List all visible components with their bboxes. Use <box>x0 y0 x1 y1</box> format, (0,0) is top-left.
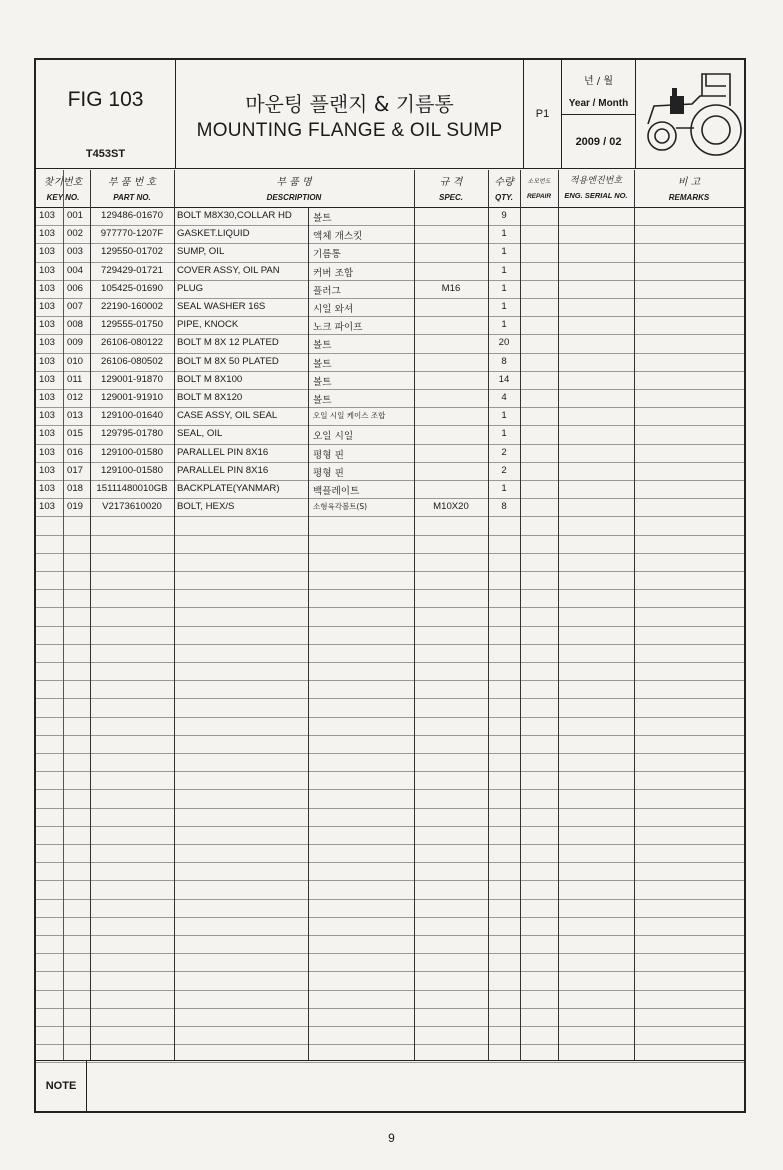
col-header-key: 찾기번호 KEY NO. <box>43 177 83 202</box>
divider <box>63 170 64 1060</box>
col-header-part: 부 품 번 호 PART NO. <box>107 177 157 202</box>
table-row <box>36 899 744 918</box>
table-row <box>36 316 744 335</box>
table-row <box>36 771 744 790</box>
cell-desc-ko: 볼트 <box>313 340 332 352</box>
cell-desc-en: SEAL WASHER 16S <box>177 301 266 312</box>
cell-part: 129100-01580 <box>101 464 163 476</box>
cell-desc-en: CASE ASSY, OIL SEAL <box>177 410 278 422</box>
cell-key: 010 <box>67 355 84 367</box>
table-row <box>36 262 744 281</box>
cell-fig: 103 <box>39 410 56 422</box>
table-row <box>36 462 744 481</box>
cell-fig: 103 <box>39 246 56 258</box>
cell-fig: 103 <box>39 210 56 221</box>
cell-fig: 103 <box>39 483 56 494</box>
cell-fig: 103 <box>39 373 56 385</box>
cell-key: 007 <box>67 301 84 312</box>
cell-key: 003 <box>67 246 84 258</box>
cell-part: 26106-080502 <box>101 355 163 367</box>
table-row <box>36 735 744 754</box>
parts-sheet <box>34 58 746 1113</box>
table-row <box>36 680 744 699</box>
divider <box>558 170 559 1060</box>
cell-qty: 1 <box>501 319 507 331</box>
cell-desc-en: BACKPLATE(YANMAR) <box>177 483 280 494</box>
cell-key: 009 <box>67 337 84 349</box>
cell-desc-en: BOLT M 8X 12 PLATED <box>177 337 279 349</box>
divider <box>414 170 415 1060</box>
table-row <box>36 808 744 827</box>
cell-key: 001 <box>67 210 84 221</box>
divider <box>174 170 175 1060</box>
divider <box>520 170 521 1060</box>
table-row <box>36 553 744 572</box>
table-row <box>36 1026 744 1045</box>
cell-key: 018 <box>67 483 84 494</box>
cell-fig: 103 <box>39 355 56 367</box>
cell-qty: 1 <box>501 246 507 258</box>
col-header-spec: 규 격 SPEC. <box>438 177 463 202</box>
cell-key: 019 <box>67 501 84 513</box>
cell-desc-ko: 오일 시일 케이스 조합 <box>313 411 386 421</box>
title-english: MOUNTING FLANGE & OIL SUMP <box>196 120 503 141</box>
table-row <box>36 880 744 899</box>
cell-desc-en: BOLT M 8X100 <box>177 373 243 385</box>
cell-key: 013 <box>67 410 84 422</box>
cell-part: 129486-01670 <box>101 210 163 221</box>
cell-fig: 103 <box>39 282 56 294</box>
table-row <box>36 626 744 645</box>
table-row <box>36 334 744 353</box>
cell-desc-ko: 노크 파이프 <box>313 322 363 334</box>
table-row <box>36 662 744 681</box>
cell-desc-en: PARALLEL PIN 8X16 <box>177 464 269 476</box>
cell-qty: 1 <box>501 410 507 422</box>
cell-part: 129555-01750 <box>101 319 163 331</box>
col-header-serial: 적용엔진번호 ENG. SERIAL NO. <box>564 176 628 200</box>
cell-desc-en: BOLT M 8X120 <box>177 392 243 403</box>
cell-desc-en: PLUG <box>177 282 204 294</box>
col-header-repair: 소모번도 REPAIR <box>526 178 552 200</box>
table-row <box>36 1008 744 1027</box>
col-header-description: 부 품 명 DESCRIPTION <box>266 177 322 202</box>
cell-desc-en: PIPE, KNOCK <box>177 319 239 331</box>
table-row <box>36 407 744 426</box>
cell-qty: 4 <box>501 392 507 403</box>
table-row <box>36 480 744 499</box>
cell-desc-en: BOLT M 8X 50 PLATED <box>177 355 279 367</box>
table-row <box>36 753 744 772</box>
cell-qty: 2 <box>501 446 507 458</box>
note-label: NOTE <box>36 1061 87 1112</box>
cell-fig: 103 <box>39 301 56 312</box>
table-row <box>36 971 744 990</box>
cell-qty: 1 <box>501 483 507 494</box>
cell-desc-ko: 평형 핀 <box>313 467 344 479</box>
cell-spec: M16 <box>441 282 461 294</box>
table-row <box>36 826 744 845</box>
cell-part: 129795-01780 <box>101 428 163 440</box>
cell-fig: 103 <box>39 501 56 513</box>
cell-desc-ko: 액체 개스킷 <box>313 231 363 243</box>
cell-desc-en: SEAL, OIL <box>177 428 223 440</box>
title-korean: 마운팅 플랜지 & 기름통 <box>245 92 454 116</box>
parts-table <box>36 170 744 1060</box>
cell-desc-ko: 백플레이트 <box>313 486 360 497</box>
date-label-korean: 년 / 월 <box>583 76 614 87</box>
date-value: 2009 / 02 <box>575 136 622 148</box>
cell-part: 729429-01721 <box>101 264 163 276</box>
table-row <box>36 498 744 517</box>
col-header-qty: 수량 QTY. <box>494 177 514 202</box>
page-code: P1 <box>535 108 550 120</box>
cell-desc-en: PARALLEL PIN 8X16 <box>177 446 269 458</box>
cell-desc-ko: 볼트 <box>313 376 332 388</box>
table-header-row <box>36 170 744 208</box>
fig-cell <box>36 60 176 168</box>
divider <box>634 170 635 1060</box>
cell-desc-ko: 평형 핀 <box>313 449 344 461</box>
table-row <box>36 535 744 554</box>
table-row <box>36 844 744 863</box>
cell-key: 004 <box>67 264 84 276</box>
cell-desc-en: GASKET.LIQUID <box>177 228 250 240</box>
cell-key: 002 <box>67 228 84 240</box>
cell-qty: 1 <box>501 228 507 240</box>
cell-desc-ko: 소형육각볼트(S) <box>313 502 368 512</box>
col-header-remarks: 비 고 REMARKS <box>668 177 710 202</box>
cell-desc-en: BOLT M8X30,COLLAR HD <box>177 210 292 221</box>
table-row <box>36 298 744 317</box>
cell-desc-en: BOLT, HEX/S <box>177 501 235 513</box>
model-code: T453ST <box>85 148 126 160</box>
cell-part: 129100-01640 <box>101 410 163 422</box>
title-cell <box>176 60 524 168</box>
cell-qty: 1 <box>501 301 507 312</box>
table-row <box>36 589 744 608</box>
table-row <box>36 953 744 972</box>
divider <box>308 207 309 1060</box>
date-label-box <box>562 60 635 115</box>
date-cell <box>562 60 636 168</box>
table-row <box>36 717 744 736</box>
table-row <box>36 207 744 226</box>
cell-desc-ko: 볼트 <box>313 213 332 224</box>
cell-part: 105425-01690 <box>101 282 163 294</box>
divider <box>90 170 91 1060</box>
table-row <box>36 225 744 244</box>
cell-fig: 103 <box>39 464 56 476</box>
cell-qty: 9 <box>501 210 507 221</box>
table-row <box>36 280 744 299</box>
cell-part: 22190-160002 <box>101 301 163 312</box>
cell-qty: 20 <box>498 337 510 349</box>
cell-part: 129001-91910 <box>101 392 163 403</box>
cell-fig: 103 <box>39 428 56 440</box>
cell-desc-ko: 오일 시일 <box>313 431 354 443</box>
table-row <box>36 935 744 954</box>
table-row <box>36 353 744 372</box>
cell-desc-en: COVER ASSY, OIL PAN <box>177 264 280 276</box>
cell-desc-ko: 기름통 <box>313 249 341 261</box>
cell-desc-ko: 커버 조합 <box>313 267 354 279</box>
cell-part: 129001-91870 <box>101 373 163 385</box>
page-code-cell <box>524 60 562 168</box>
cell-qty: 8 <box>501 501 507 513</box>
cell-key: 016 <box>67 446 84 458</box>
cell-qty: 1 <box>501 282 507 294</box>
cell-qty: 1 <box>501 428 507 440</box>
cell-key: 012 <box>67 392 84 403</box>
cell-desc-ko: 볼트 <box>313 358 332 370</box>
cell-fig: 103 <box>39 446 56 458</box>
sheet-header <box>36 60 744 169</box>
table-row <box>36 644 744 663</box>
table-row <box>36 698 744 717</box>
cell-key: 008 <box>67 319 84 331</box>
note-section <box>36 1060 744 1112</box>
cell-desc-ko: 시일 와셔 <box>313 304 354 315</box>
fig-number: FIG 103 <box>67 88 144 111</box>
cell-desc-ko: 플러그 <box>313 285 341 297</box>
table-row <box>36 607 744 626</box>
cell-qty: 1 <box>501 264 507 276</box>
table-row <box>36 243 744 262</box>
cell-spec: M10X20 <box>433 501 469 513</box>
cell-qty: 2 <box>501 464 507 476</box>
cell-part: 26106-080122 <box>101 337 163 349</box>
table-row <box>36 389 744 408</box>
cell-key: 015 <box>67 428 84 440</box>
cell-part: 977770-1207F <box>100 228 164 240</box>
cell-fig: 103 <box>39 228 56 240</box>
divider <box>488 170 489 1060</box>
cell-desc-ko: 볼트 <box>313 395 332 406</box>
table-row <box>36 516 744 535</box>
cell-desc-en: SUMP, OIL <box>177 246 225 258</box>
cell-key: 006 <box>67 282 84 294</box>
cell-part: 15111480010GB <box>96 483 168 494</box>
cell-part: 129100-01580 <box>101 446 163 458</box>
table-row <box>36 425 744 444</box>
cell-part: V2173610020 <box>102 501 162 513</box>
tractor-icon <box>640 66 742 162</box>
cell-key: 017 <box>67 464 84 476</box>
cell-fig: 103 <box>39 319 56 331</box>
date-label-english: Year / Month <box>568 98 629 109</box>
table-row <box>36 571 744 590</box>
cell-qty: 8 <box>501 355 507 367</box>
table-row <box>36 371 744 390</box>
cell-fig: 103 <box>39 264 56 276</box>
cell-part: 129550-01702 <box>101 246 163 258</box>
table-row <box>36 789 744 808</box>
cell-fig: 103 <box>39 337 56 349</box>
cell-fig: 103 <box>39 392 56 403</box>
table-row <box>36 917 744 936</box>
cell-qty: 14 <box>498 373 510 385</box>
tractor-cell <box>636 60 744 168</box>
cell-key: 011 <box>67 373 83 385</box>
page-number: 9 <box>388 1131 395 1145</box>
table-row <box>36 990 744 1009</box>
table-row <box>36 444 744 463</box>
table-row <box>36 862 744 881</box>
